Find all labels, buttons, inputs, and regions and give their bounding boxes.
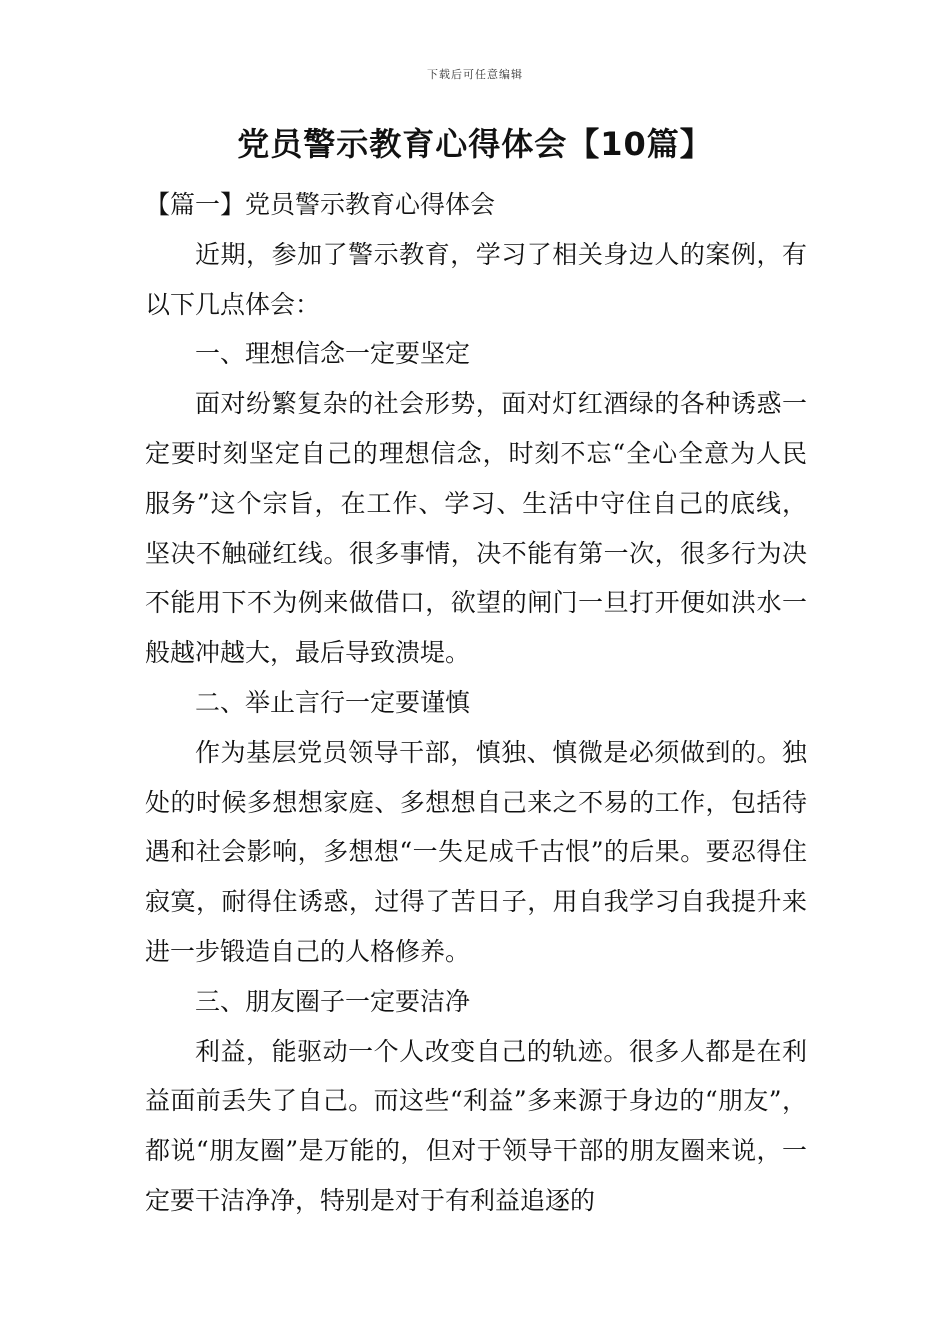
document-title: 党员警示教育心得体会【10篇】 <box>237 125 713 163</box>
body-paragraph: 面对纷繁复杂的社会形势，面对灯红酒绿的各种诱惑一定要时刻坚定自己的理想信念，时刻不忘“全心全意为人民服务”这个宗旨，在工作、学习、生活中守住自己的底线，坚决不触碰红线。很多事情，决不能有第一次，很多行为决不能用下不为例来做借口，欲望的闸门一旦打开便如洪水一般越冲越大，最后导致溃堤。 <box>145 389 807 668</box>
subheading-3: 三、朋友圈子一定要洁净 <box>195 986 471 1016</box>
subheading-1: 一、理想信念一定要坚定 <box>195 339 471 369</box>
body-paragraph: 利益，能驱动一个人改变自己的轨迹。很多人都是在利益面前丢失了自己。而这些“利益”多来源于身边的“朋友”，都说“朋友圈”是万能的，但对于领导干部的朋友圈来说，一定要干洁净净，特别是对于有利益追逐的 <box>145 1036 807 1215</box>
subheading-2: 二、举止言行一定要谨慎 <box>195 687 471 717</box>
body-paragraph: 近期，参加了警示教育，学习了相关身边人的案例，有以下几点体会： <box>145 239 807 319</box>
section-heading: 【篇一】党员警示教育心得体会 <box>145 190 496 219</box>
document-body <box>145 180 807 1226</box>
header-note: 下载后可任意编辑 <box>427 68 523 81</box>
body-paragraph: 作为基层党员领导干部，慎独、慎微是必须做到的。独处的时候多想想家庭、多想想自己来之不易的工作，包括待遇和社会影响，多想想“一失足成千古恨”的后果。要忍得住寂寞，耐得住诱惑，过得了苦日子，用自我学习自我提升来进一步锻造自己的人格修养。 <box>145 737 807 966</box>
